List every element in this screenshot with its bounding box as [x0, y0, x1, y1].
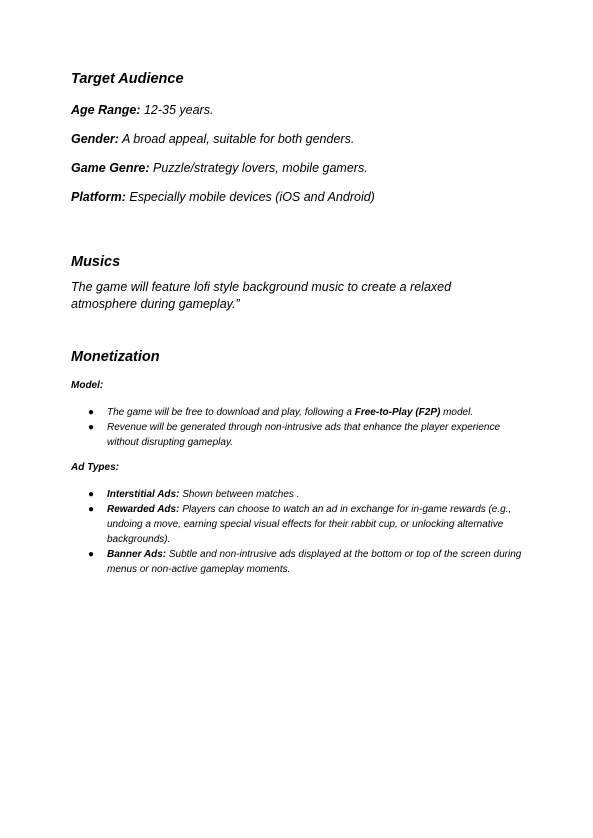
game-genre-label: Game Genre: — [71, 161, 150, 175]
gender-value: A broad appeal, suitable for both genders. — [121, 132, 355, 146]
list-item — [71, 420, 531, 450]
list-item — [71, 502, 531, 547]
list-item-bold: Free-to-Play (F2P) — [354, 407, 441, 418]
age-range-line — [71, 102, 213, 118]
target-audience-heading: Target Audience — [71, 71, 184, 87]
game-genre-line — [71, 160, 368, 176]
platform-label: Platform: — [71, 190, 126, 204]
ad-type-name: Banner Ads: — [107, 549, 167, 560]
musics-text-line-2: atmosphere during gameplay.” — [71, 297, 240, 311]
bullet-icon: ● — [88, 549, 95, 560]
platform-line — [71, 189, 375, 205]
ad-type-description: Players can choose to watch an ad in exchange for in-game rewards (e.g., undoing a move, earning special visual effects for their rabbit cup, or unlocking alternative backgrounds). — [107, 504, 512, 545]
list-item — [71, 487, 531, 502]
ad-type-name: Rewarded Ads: — [107, 504, 180, 515]
ad-types-list — [71, 487, 531, 577]
bullet-icon: ● — [88, 489, 95, 500]
bullet-icon: ● — [88, 504, 95, 515]
age-range-label: Age Range: — [71, 103, 141, 117]
list-item-text: Revenue will be generated through non-intrusive ads that enhance the player experience without disrupting gameplay. — [107, 422, 501, 448]
game-genre-value: Puzzle/strategy lovers, mobile gamers. — [153, 161, 368, 175]
list-item — [71, 405, 531, 420]
model-label: Model: — [71, 380, 104, 391]
ad-types-label: Ad Types: — [71, 462, 119, 473]
list-item-text: model. — [440, 407, 474, 418]
ad-type-name: Interstitial Ads: — [107, 489, 180, 500]
list-item — [71, 547, 531, 577]
gender-label: Gender: — [71, 132, 119, 146]
bullet-icon: ● — [88, 407, 95, 418]
gender-line — [71, 131, 354, 147]
list-item-text: The game will be free to download and play, following a — [107, 407, 355, 418]
platform-value: Especially mobile devices (iOS and Android) — [129, 190, 375, 204]
ad-type-description: Shown between matches . — [179, 489, 300, 500]
ad-type-description: Subtle and non-intrusive ads displayed at the bottom or top of the screen during menus or non-active gameplay moments. — [107, 549, 522, 575]
bullet-icon: ● — [88, 422, 95, 433]
monetization-heading: Monetization — [71, 349, 160, 365]
musics-text-line-1: The game will feature lofi style background music to create a relaxed — [71, 280, 452, 294]
musics-heading: Musics — [71, 254, 121, 270]
model-list — [71, 405, 531, 450]
age-range-value: 12-35 years. — [143, 103, 214, 117]
